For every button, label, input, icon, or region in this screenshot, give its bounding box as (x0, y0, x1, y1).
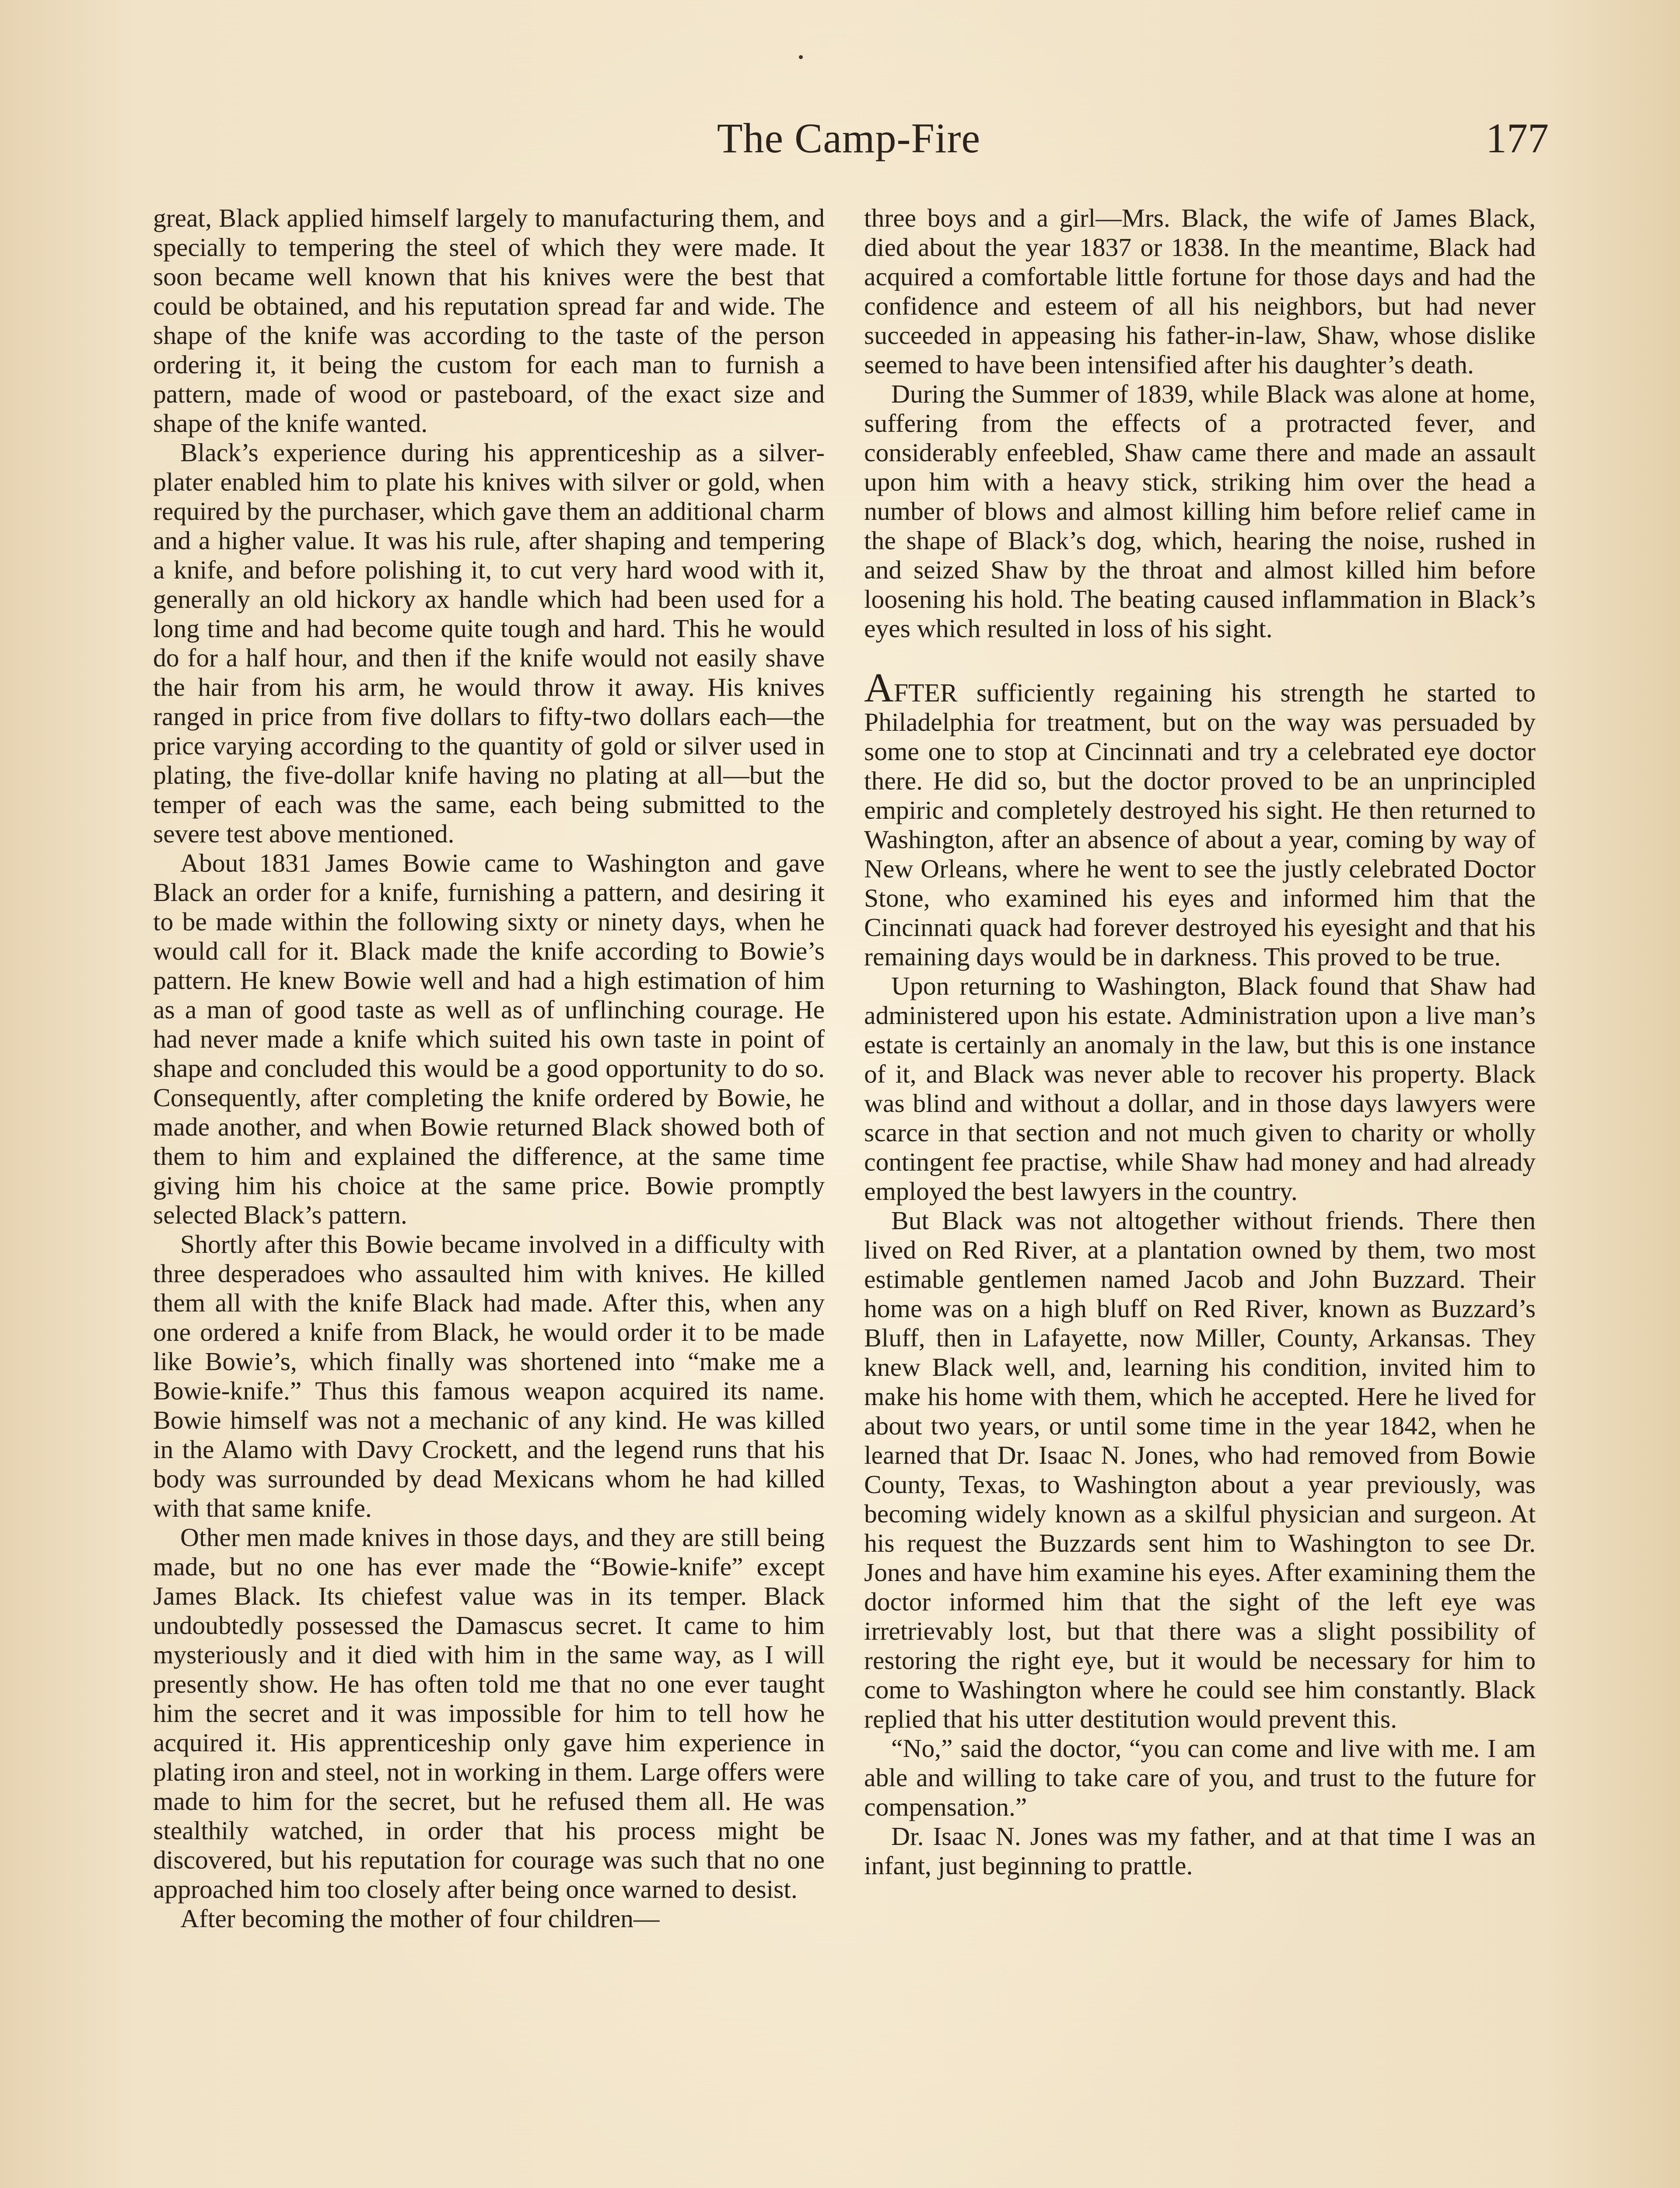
paragraph: During the Summer of 1839, while Black was alone at home, suffering from the effects of a protracted fever, and considerably enfeebled, Shaw came there and made an assault upon him with a heavy stick, striking him over the head a number of blows and almost killing him before relief came in the shape of Black’s dog, which, hearing the noise, rushed in and seized Shaw by the throat and almost killed him before loosening his hold. The beating caused inflammation in Black’s eyes which resulted in loss of his sight. (864, 379, 1536, 643)
section-opening-paragraph (864, 665, 1536, 971)
ink-speck (799, 55, 803, 59)
paragraph: Shortly after this Bowie became involved in a difficulty with three desperadoes who assaulted him with knives. He killed them all with the knife Black had made. After this, when any one ordered a knife from Black, he would order it to be made like Bowie’s, which finally was shortened into “make me a Bowie-knife.” Thus this famous weapon acquired its name. Bowie himself was not a mechanic of any kind. He was killed in the Alamo with Davy Crockett, and the legend runs that his body was surrounded by dead Mexicans whom he had killed with that same knife. (153, 1230, 825, 1522)
running-title: The Camp-Fire (717, 115, 981, 161)
paragraph: Black’s experience during his apprenticeship as a silver-plater enabled him to plate his knives with silver or gold, when required by the purchaser, which gave them an additional charm and a higher value. It was his rule, after shaping and tempering a knife, and before polishing it, to cut very hard wood with it, generally an old hickory ax handle which had been used for a long time and had become quite tough and hard. This he would do for a half hour, and then if the knife would not easily shave the hair from his arm, he would throw it away. His knives ranged in price from five dollars to fifty-two dollars each—the price varying according to the quantity of gold or silver used in plating, the five-dollar knife having no plating at all—but the temper of each was the same, each being submitted to the severe test above mentioned. (153, 438, 825, 848)
paragraph: Upon returning to Washington, Black found that Shaw had administered upon his estate. Administration upon a live man’s estate is certainly an anomaly in the law, but this is one instance of it, and Black was never able to recover his property. Black was blind and without a dollar, and in those days lawyers were scarce in that section and not much given to charity or wholly contingent fee practise, while Shaw had money and had already employed the best lawyers in the country. (864, 971, 1536, 1206)
page-number: 177 (1486, 115, 1549, 161)
right-column (864, 203, 1536, 1880)
paragraph: About 1831 James Bowie came to Washington and gave Black an order for a knife, furnishing a pattern, and desiring it to be made within the following sixty or ninety days, when he would call for it. Black made the knife according to Bowie’s pattern. He knew Bowie well and had a high estimation of him as a man of good taste as well as of unflinching courage. He had never made a knife which suited his own taste in point of shape and concluded this would be a good opportunity to do so. Consequently, after completing the knife ordered by Bowie, he made another, and when Bowie returned Black showed both of them to him and explained the difference, at the same time giving him his choice at the same price. Bowie promptly selected Black’s pattern. (153, 849, 825, 1229)
running-header (149, 109, 1549, 175)
section-opening-text: FTER sufficiently regaining his strength he started to Philadelphia for treatment, but on the way was persuaded by some one to stop at Cincinnati and try a celebrated eye doctor there. He did so, but the doctor proved to be an unprincipled empiric and completely destroyed his sight. He then returned to Washington, after an absence of about a year, coming by way of New Orleans, where he went to see the justly celebrated Doctor Stone, who examined his eyes and informed him that the Cincinnati quack had forever destroyed his eyesight and that his remaining days would be in darkness. This proved to be true. (864, 678, 1536, 971)
paragraph: Other men made knives in those days, and they are still being made, but no one has ever made the “Bowie-knife” except James Black. Its chiefest value was in its temper. Black undoubtedly possessed the Damascus secret. It came to him mysteriously and it died with him in the same way, as I will presently show. He has often told me that no one ever taught him the secret and it was impossible for him to tell how he acquired it. His apprenticeship only gave him experience in plating iron and steel, not in working in them. Large offers were made to him for the secret, but he refused them all. He was stealthily watched, in order that his process might be discovered, but his reputation for courage was such that no one approached him too closely after being once warned to desist. (153, 1523, 825, 1904)
paragraph: But Black was not altogether without friends. There then lived on Red River, at a plantation owned by them, two most estimable gentlemen named Jacob and John Buzzard. Their home was on a high bluff on Red River, known as Buzzard’s Bluff, then in Lafayette, now Miller, County, Arkansas. They knew Black well, and, learning his condition, invited him to make his home with them, which he accepted. Here he lived for about two years, or until some time in the year 1842, when he learned that Dr. Isaac N. Jones, who had removed from Bowie County, Texas, to Washington about a year previously, was becoming widely known as a skilful physician and surgeon. At his request the Buzzards sent him to Washington to see Dr. Jones and have him examine his eyes. After examining them the doctor informed him that the sight of the left eye was irretrievably lost, but that there was a slight possibility of restoring the right eye, but it would be necessary for him to come to Washington where he could see him constantly. Black replied that his utter destitution would prevent this. (864, 1206, 1536, 1733)
paragraph: great, Black applied himself largely to manufacturing them, and specially to tempering the steel of which they were made. It soon became well known that his knives were the best that could be obtained, and his reputation spread far and wide. The shape of the knife was according to the taste of the person ordering it, it being the custom for each man to furnish a pattern, made of wood or pasteboard, of the exact size and shape of the knife wanted. (153, 203, 825, 438)
drop-cap: A (864, 665, 894, 711)
paragraph: Dr. Isaac N. Jones was my father, and at that time I was an infant, just beginning to prattle. (864, 1822, 1536, 1880)
paragraph: “No,” said the doctor, “you can come and live with me. I am able and willing to take care of you, and trust to the future for compensation.” (864, 1734, 1536, 1821)
paragraph: After becoming the mother of four children— (180, 1904, 660, 1933)
left-column (153, 203, 825, 1933)
paragraph: three boys and a girl—Mrs. Black, the wife of James Black, died about the year 1837 or 1838. In the meantime, Black had acquired a comfortable little fortune for those days and had the confidence and esteem of all his neighbors, but had never succeeded in appeasing his father-in-law, Shaw, whose dislike seemed to have been intensified after his daughter’s death. (864, 203, 1536, 379)
